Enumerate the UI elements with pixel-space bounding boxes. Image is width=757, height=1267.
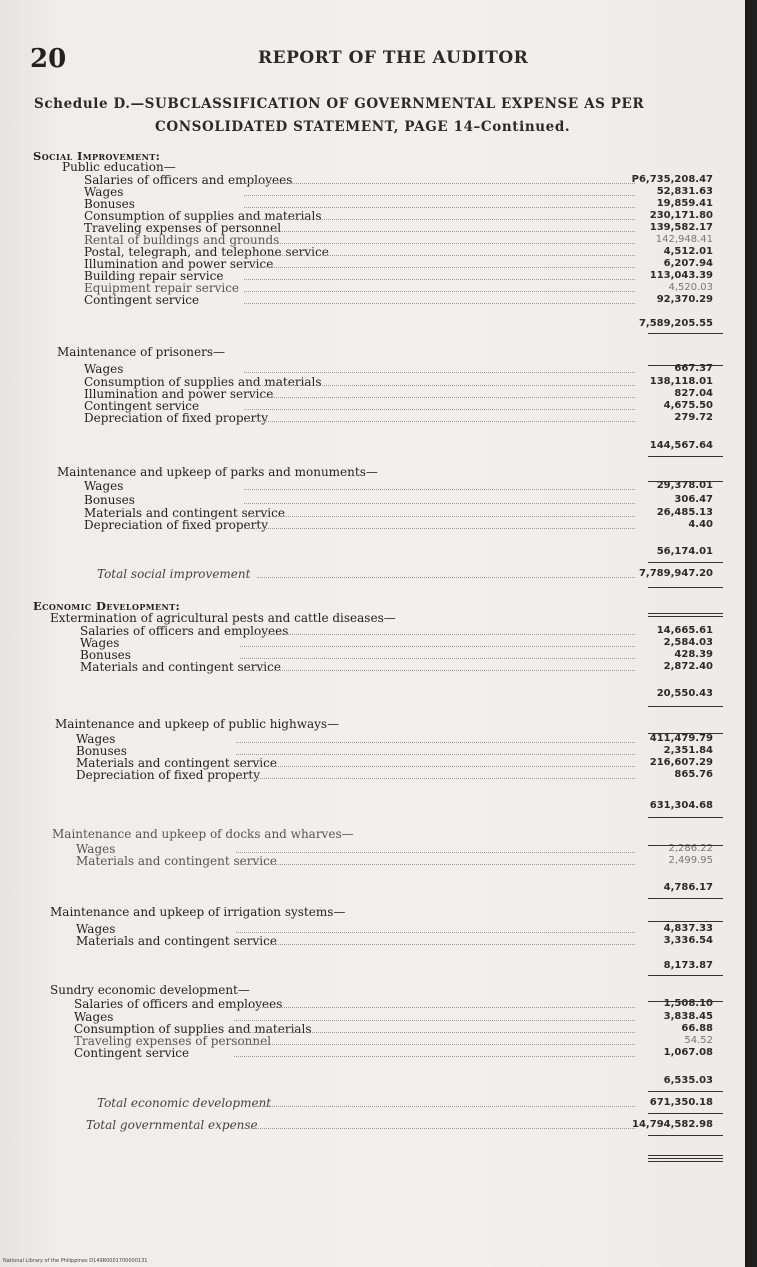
ledger-row (0, 412, 745, 424)
amount-cell: 4,837.33 (663, 923, 713, 934)
dot-leader (244, 372, 635, 373)
item-label: Materials and contingent service (84, 506, 285, 520)
subtotal-amount: 4,786.17 (663, 882, 713, 893)
item-label: Illumination and power service (84, 387, 274, 401)
amount-cell: 4,512.01 (663, 246, 713, 257)
amount-cell: 667.37 (674, 363, 713, 374)
subtotal-row (0, 1075, 745, 1087)
amount-cell: 92,370.29 (656, 294, 713, 305)
group-row (0, 612, 745, 624)
item-label: Wages (74, 1010, 114, 1024)
group-row (0, 466, 745, 478)
subtotal-amount: 7,589,205.55 (638, 318, 713, 329)
dot-leader (236, 766, 635, 767)
amount-cell: 2,584.03 (663, 637, 713, 648)
group-label: Sundry economic development— (50, 983, 250, 997)
amount-cell: 6,207.94 (663, 258, 713, 269)
group-label: Extermination of agricultural pests and cattle diseases— (50, 611, 396, 625)
dot-leader (244, 528, 635, 529)
total-rule (648, 616, 723, 617)
total-rule (648, 562, 723, 563)
item-label: Depreciation of fixed property (84, 411, 268, 425)
item-label: Bonuses (80, 648, 131, 662)
group-row (0, 161, 745, 173)
amount-cell: 428.39 (674, 649, 713, 660)
amount-cell: P6,735,208.47 (631, 174, 713, 185)
item-label: Traveling expenses of personnel (74, 1034, 272, 1048)
item-label: Bonuses (84, 197, 135, 211)
item-label: Materials and contingent service (80, 660, 281, 674)
item-label: Materials and contingent service (76, 756, 277, 770)
schedule-title-line1: Schedule D.—SUBCLASSIFICATION OF GOVERNMENTAL EXPENSE AS PER (34, 96, 645, 112)
dot-leader (244, 243, 635, 244)
amount-cell: 52,831.63 (656, 186, 713, 197)
subtotal-amount: 56,174.01 (656, 546, 713, 557)
subtotal-amount: 20,550.43 (656, 688, 713, 699)
ledger-row (0, 1047, 745, 1059)
item-label: Bonuses (76, 744, 127, 758)
dot-leader (244, 231, 635, 232)
item-label: Wages (76, 842, 116, 856)
amount-cell: 3,838.45 (663, 1011, 713, 1022)
amount-cell: 3,336.54 (663, 935, 713, 946)
page-edge (745, 0, 757, 1267)
dot-leader (236, 852, 635, 853)
item-label: Wages (84, 479, 124, 493)
dot-leader (244, 421, 635, 422)
item-label: Illumination and power service (84, 257, 274, 271)
total-rule (648, 456, 723, 457)
item-label: Salaries of officers and employees (80, 624, 289, 638)
total-rule (648, 706, 723, 707)
dot-leader (244, 397, 635, 398)
amount-cell: 411,479.79 (649, 733, 713, 744)
amount-cell: 2,286.22 (668, 843, 713, 854)
dot-leader (236, 932, 635, 933)
dot-leader (234, 1020, 635, 1021)
item-label: Postal, telegraph, and telephone service (84, 245, 329, 259)
item-label: Rental of buildings and grounds (84, 233, 280, 247)
dot-leader (240, 658, 635, 659)
item-label: Contingent service (74, 1046, 190, 1060)
scan-footer: National Library of the Philippines D149R0001700000131 (3, 1258, 148, 1264)
dot-leader (244, 409, 635, 410)
ledger-row (0, 935, 745, 947)
dot-leader (236, 754, 635, 755)
ledger-row (0, 363, 745, 375)
dot-leader (246, 1128, 635, 1129)
item-label: Wages (76, 922, 116, 936)
amount-cell: 1,067.08 (663, 1047, 713, 1058)
subtotal-row (0, 800, 745, 812)
item-label: Consumption of supplies and materials (84, 209, 322, 223)
dot-leader (244, 183, 635, 184)
total-rule (648, 1155, 723, 1156)
item-label: Wages (84, 362, 124, 376)
total-rule (648, 613, 723, 614)
ledger-row (0, 494, 745, 506)
item-label: Wages (80, 636, 120, 650)
dot-leader (244, 219, 635, 220)
total-row (0, 1119, 745, 1131)
dot-leader (234, 1032, 635, 1033)
item-label: Wages (84, 185, 124, 199)
total-amount: 14,794,582.98 (632, 1119, 713, 1130)
item-label: Wages (76, 732, 116, 746)
total-rule (648, 333, 723, 334)
ledger-row (0, 998, 745, 1010)
ledger-row (0, 769, 745, 781)
item-label: Salaries of officers and employees (84, 173, 293, 187)
total-rule (648, 1091, 723, 1092)
total-label: Total social improvement (97, 567, 251, 581)
dot-leader (257, 1106, 635, 1107)
item-label: Traveling expenses of personnel (84, 221, 282, 235)
amount-cell: 4,675.50 (663, 400, 713, 411)
amount-cell: 279.72 (674, 412, 713, 423)
dot-leader (234, 1044, 635, 1045)
group-row (0, 984, 745, 996)
dot-leader (240, 646, 635, 647)
amount-cell: 865.76 (674, 769, 713, 780)
amount-cell: 4,520.03 (668, 282, 713, 293)
dot-leader (244, 267, 635, 268)
item-label: Equipment repair service (84, 281, 240, 295)
amount-cell: 14,665.61 (656, 625, 713, 636)
amount-cell: 138,118.01 (649, 376, 713, 387)
total-label: Total governmental expense (86, 1118, 258, 1132)
amount-cell: 29,378.01 (656, 480, 713, 491)
subtotal-row (0, 546, 745, 558)
group-label: Maintenance and upkeep of parks and monuments— (57, 465, 378, 479)
item-label: Consumption of supplies and materials (84, 375, 322, 389)
group-row (0, 718, 745, 730)
group-label: Maintenance and upkeep of docks and wharves— (52, 827, 354, 841)
dot-leader (236, 864, 635, 865)
page-number: 20 (30, 44, 67, 74)
dot-leader (244, 385, 635, 386)
dot-leader (234, 1056, 635, 1057)
dot-leader (257, 577, 635, 578)
total-rule (648, 1158, 723, 1159)
dot-leader (244, 255, 635, 256)
schedule-title-line2: CONSOLIDATED STATEMENT, PAGE 14–Continued. (155, 119, 571, 135)
item-label: Depreciation of fixed property (84, 518, 268, 532)
amount-cell: 2,499.95 (668, 855, 713, 866)
subtotal-amount: 6,535.03 (663, 1075, 713, 1086)
amount-cell: 66.88 (681, 1023, 713, 1034)
item-label: Contingent service (84, 399, 200, 413)
total-amount: 7,789,947.20 (638, 568, 713, 579)
dot-leader (244, 503, 635, 504)
section-label: Social Improvement: (33, 149, 161, 163)
item-label: Contingent service (84, 293, 200, 307)
item-label: Materials and contingent service (76, 934, 277, 948)
amount-cell: 230,171.80 (649, 210, 713, 221)
total-rule (648, 481, 723, 482)
item-label: Consumption of supplies and materials (74, 1022, 312, 1036)
total-label: Total economic development (97, 1096, 272, 1110)
ledger-row (0, 519, 745, 531)
total-rule (648, 1161, 723, 1162)
group-label: Maintenance of prisoners— (57, 345, 226, 359)
total-row (0, 568, 745, 580)
amount-cell: 54.52 (684, 1035, 713, 1046)
amount-cell: 2,351.84 (663, 745, 713, 756)
total-rule (648, 975, 723, 976)
group-label: Public education— (62, 160, 176, 174)
amount-cell: 2,872.40 (663, 661, 713, 672)
subtotal-amount: 8,173.87 (663, 960, 713, 971)
group-row (0, 906, 745, 918)
amount-cell: 1,508.10 (663, 998, 713, 1009)
group-row (0, 346, 745, 358)
amount-cell: 113,043.39 (649, 270, 713, 281)
total-row (0, 1097, 745, 1109)
amount-cell: 142,948.41 (655, 234, 713, 245)
amount-cell: 4.40 (688, 519, 713, 530)
total-rule (648, 898, 723, 899)
item-label: Depreciation of fixed property (76, 768, 260, 782)
total-rule (648, 1113, 723, 1114)
dot-leader (244, 516, 635, 517)
ledger-row (0, 480, 745, 492)
dot-leader (244, 489, 635, 490)
dot-leader (244, 303, 635, 304)
group-row (0, 828, 745, 840)
dot-leader (240, 670, 635, 671)
subtotal-amount: 144,567.64 (649, 440, 713, 451)
dot-leader (244, 291, 635, 292)
amount-cell: 216,607.29 (649, 757, 713, 768)
dot-leader (236, 742, 635, 743)
item-label: Bonuses (84, 493, 135, 507)
item-label: Building repair service (84, 269, 224, 283)
dot-leader (244, 279, 635, 280)
amount-cell: 19,859.41 (656, 198, 713, 209)
subtotal-row (0, 318, 745, 330)
dot-leader (240, 634, 635, 635)
subtotal-row (0, 960, 745, 972)
dot-leader (244, 207, 635, 208)
item-label: Salaries of officers and employees (74, 997, 283, 1011)
section-label: Economic Development: (33, 599, 181, 613)
total-rule (648, 845, 723, 846)
amount-cell: 139,582.17 (649, 222, 713, 233)
total-rule (648, 587, 723, 588)
ledger-row (0, 661, 745, 673)
total-rule (648, 733, 723, 734)
subtotal-row (0, 688, 745, 700)
amount-cell: 827.04 (674, 388, 713, 399)
subtotal-row (0, 440, 745, 452)
total-rule (648, 817, 723, 818)
total-rule (648, 1135, 723, 1136)
ledger-row (0, 294, 745, 306)
subtotal-amount: 631,304.68 (649, 800, 713, 811)
subtotal-row (0, 882, 745, 894)
item-label: Materials and contingent service (76, 854, 277, 868)
total-rule (648, 1001, 723, 1002)
ledger-row (0, 855, 745, 867)
dot-leader (234, 1007, 635, 1008)
total-rule (648, 921, 723, 922)
dot-leader (244, 195, 635, 196)
group-label: Maintenance and upkeep of public highways— (55, 717, 340, 731)
total-rule (648, 365, 723, 366)
dot-leader (236, 944, 635, 945)
amount-cell: 26,485.13 (656, 507, 713, 518)
running-head: REPORT OF THE AUDITOR (258, 48, 529, 68)
amount-cell: 306.47 (674, 494, 713, 505)
group-label: Maintenance and upkeep of irrigation systems— (50, 905, 346, 919)
dot-leader (236, 778, 635, 779)
total-amount: 671,350.18 (649, 1097, 713, 1108)
